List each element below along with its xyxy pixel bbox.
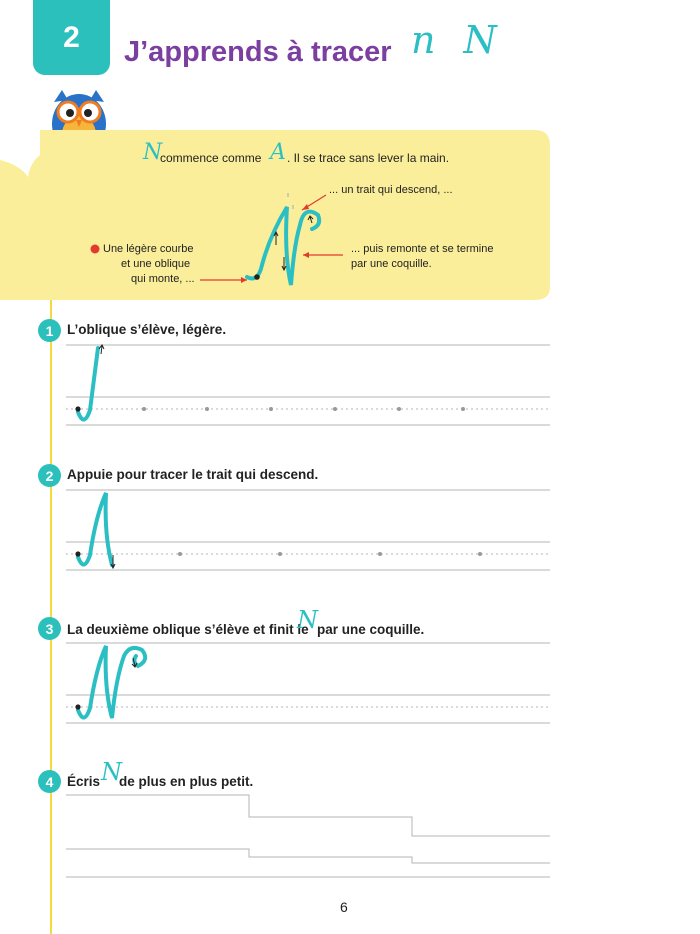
exercise-4-cursive-letter: N — [101, 758, 122, 786]
exercise-3-instruction-end: par une coquille. — [317, 622, 425, 637]
intro-text: commence comme — [160, 151, 262, 165]
exercise-4-instruction-end: de plus en plus petit. — [119, 774, 254, 789]
intro-text-end: . Il se trace sans lever la main. — [287, 151, 450, 165]
lesson-number: 2 — [63, 20, 80, 54]
exercise-1-number: 1 — [38, 319, 61, 342]
exercise-1-instruction: L’oblique s’élève, légère. — [67, 322, 227, 337]
callout-left-line3: qui monte, ... — [131, 273, 195, 285]
writing-area-1[interactable] — [66, 340, 552, 430]
red-bullet-icon — [91, 245, 100, 254]
compare-cursive-letter: A — [270, 140, 286, 165]
lesson-number-tab — [33, 0, 110, 75]
exercise-2-instruction: Appuie pour tracer le trait qui descend. — [67, 467, 319, 482]
exercise-3-number: 3 — [38, 617, 61, 640]
callout-left-line2: et une oblique — [121, 258, 191, 270]
callout-left-line1: Une légère courbe — [103, 243, 194, 255]
exercise-3-cursive-letter: N — [297, 606, 318, 634]
writing-area-4[interactable] — [66, 790, 552, 882]
exercise-4-number: 4 — [38, 770, 61, 793]
exercise-2-number: 2 — [38, 464, 61, 487]
writing-area-2[interactable] — [66, 485, 552, 575]
callout-right-line2: par une coquille. — [351, 258, 432, 270]
writing-area-3[interactable] — [66, 638, 552, 728]
page-title: J’apprends à tracer — [124, 36, 392, 68]
exercise-4-instruction: Écris — [67, 774, 101, 789]
title-cursive-letters: n N — [411, 18, 505, 62]
exercise-3-instruction: La deuxième oblique s’élève et finit le — [67, 622, 309, 637]
callout-top: ... un trait qui descend, ... — [329, 184, 453, 196]
page-number: 6 — [340, 899, 348, 915]
callout-right-line1: ... puis remonte et se termine — [351, 243, 494, 255]
intro-cursive-letter: N — [143, 140, 163, 165]
